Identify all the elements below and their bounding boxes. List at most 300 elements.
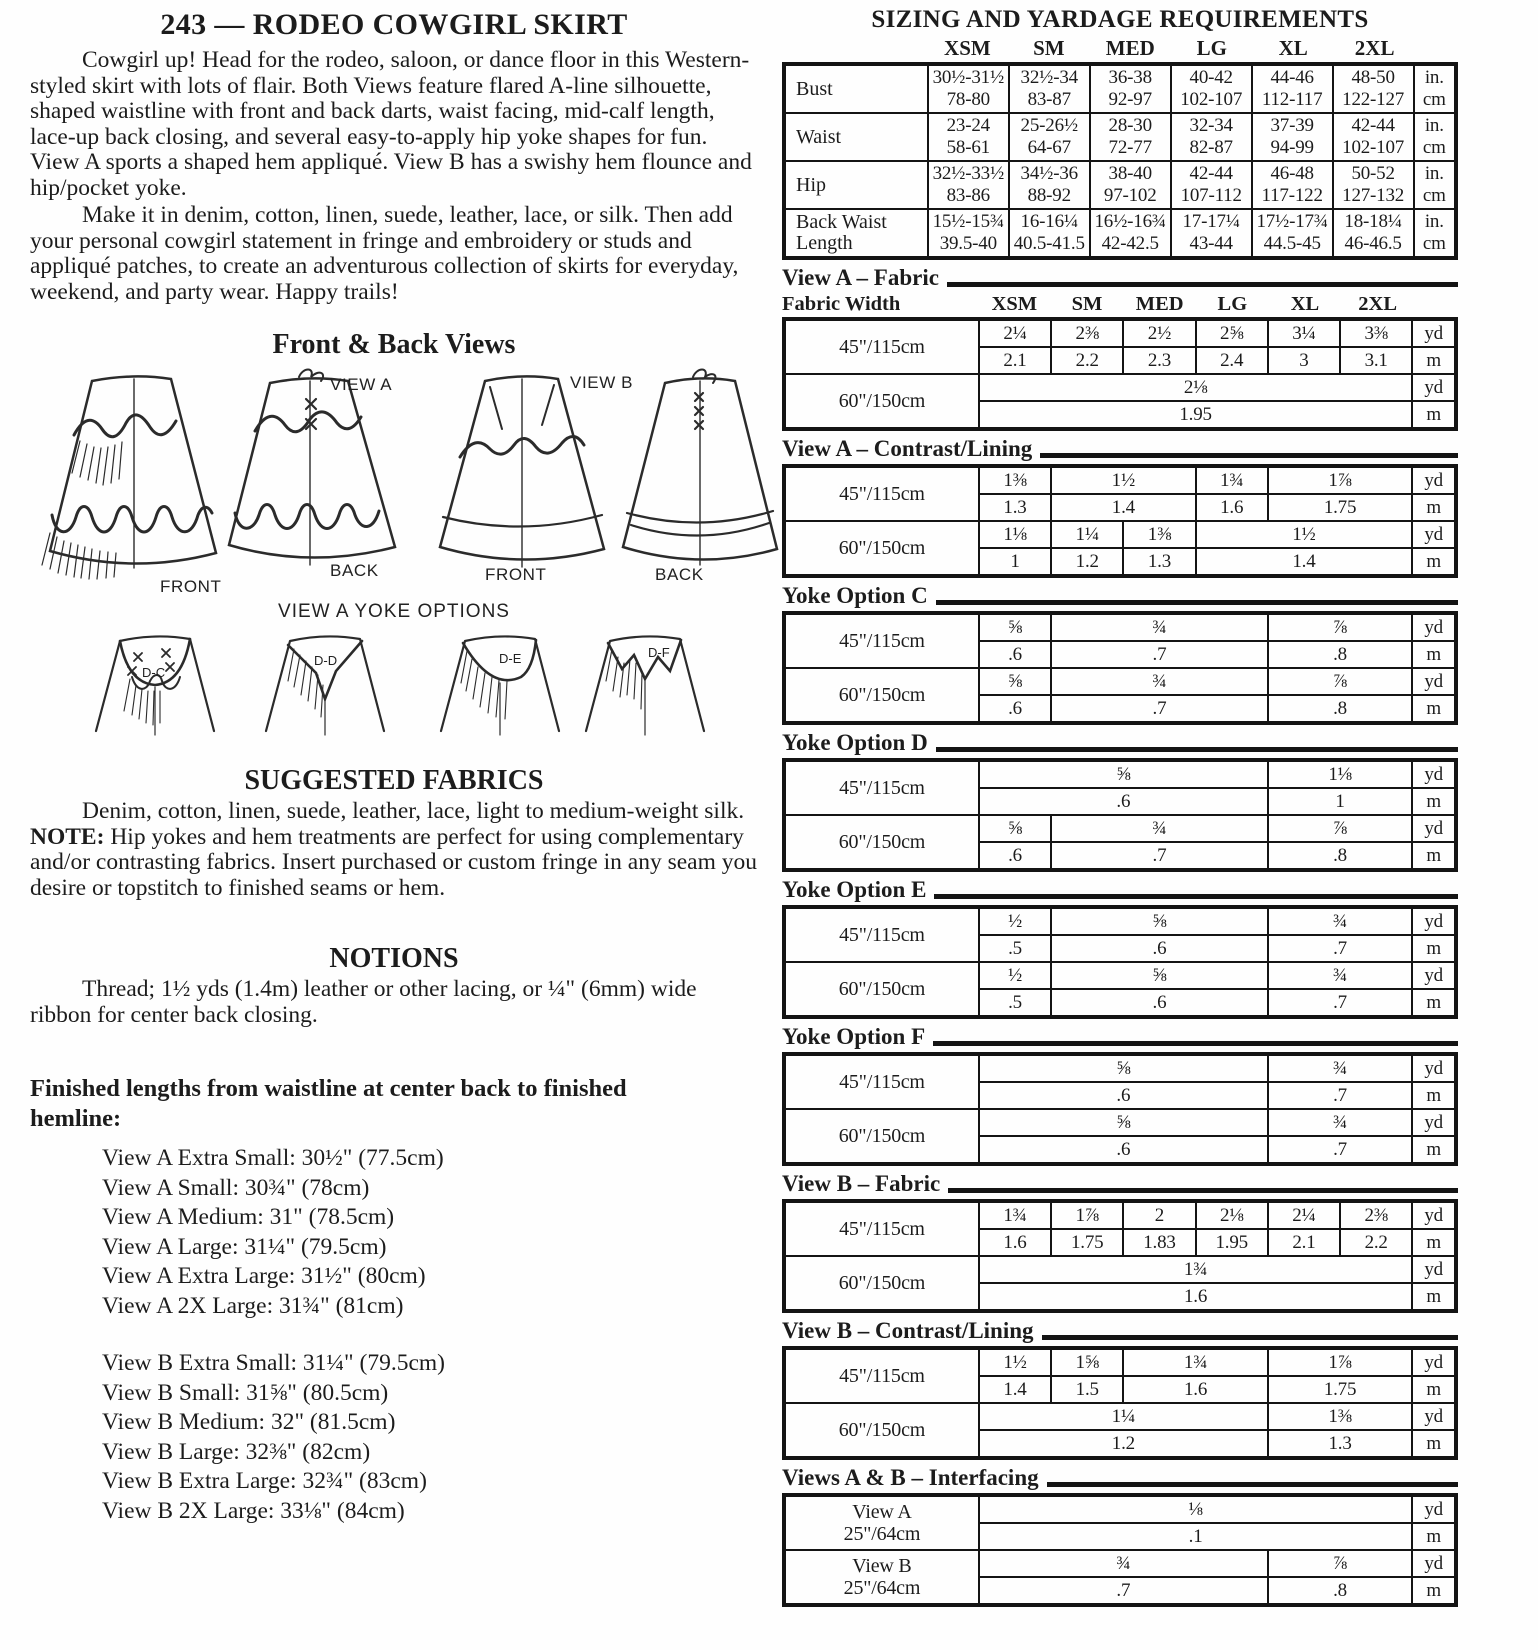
fabric-width-line: 45"/115cm xyxy=(839,336,925,358)
size-header-label: MED xyxy=(1105,36,1155,60)
cm-value: 46-46.5 xyxy=(1344,233,1402,254)
yardage-table-heading-text: Yoke Option E xyxy=(782,877,927,902)
note-label: NOTE: xyxy=(30,823,105,850)
inch-value: 44-46 xyxy=(1270,67,1314,88)
length-item: View A Extra Large: 31½" (80cm) xyxy=(102,1263,426,1289)
yardage-tables-container xyxy=(782,265,1458,1607)
size-header-label: SM xyxy=(1033,36,1065,60)
intro-paragraph-2: Make it in denim, cotton, linen, suede, leather, lace, or silk. Then add your personal cowgirl statement in fringe and embroidery or studs and appliqué patches, to create an adventurous collection of skirts for everyday, weekend, and party wear. Happy trails! xyxy=(30,202,739,305)
body-measurements-table xyxy=(782,62,1458,260)
yardage-value-cell: 2⅜ xyxy=(1051,319,1123,347)
yardage-value-cell: ⅝ xyxy=(1051,907,1268,935)
yardage-value-cell: .6 xyxy=(979,1136,1268,1164)
yardage-value-cell: 1⅞ xyxy=(1051,1201,1123,1229)
fabric-width-label: Fabric Width xyxy=(782,293,901,315)
yardage-table-block xyxy=(782,1465,1458,1607)
yardage-value-cell: .5 xyxy=(979,989,1051,1017)
yardage-table-block xyxy=(782,436,1458,578)
fabric-width-cell xyxy=(784,1495,979,1550)
measurement-cell xyxy=(1333,161,1414,209)
inch-value: 15½-15¾ xyxy=(932,211,1004,232)
sizing-row xyxy=(784,209,1456,258)
heading-rule-line xyxy=(936,600,1458,605)
unit-label: in. xyxy=(1424,163,1444,184)
fabric-width-line: 45"/115cm xyxy=(839,777,925,799)
fabric-width-cell xyxy=(784,466,979,521)
unit-label: cm xyxy=(1422,185,1446,206)
inch-value: 28-30 xyxy=(1108,115,1152,136)
yardage-value-cell: 1¼ xyxy=(1051,521,1123,548)
fabric-width-cell xyxy=(784,521,979,576)
yardage-value-cell: 2⅛ xyxy=(1196,1201,1268,1229)
inch-value: 25-26½ xyxy=(1020,115,1078,136)
yardage-row xyxy=(784,1256,1456,1283)
size-header-label: MED xyxy=(1135,293,1184,315)
fabric-width-cell xyxy=(784,907,979,962)
yardage-value-cell: 1⅜ xyxy=(1123,521,1195,548)
left-column xyxy=(30,0,758,1526)
measurement-label: Back Waist Length xyxy=(784,209,928,258)
yardage-table xyxy=(782,758,1458,872)
length-item: View B Extra Large: 32¾" (83cm) xyxy=(102,1468,427,1494)
measurement-cell xyxy=(1090,113,1171,161)
inch-value: 32½-34 xyxy=(1020,67,1078,88)
yardage-value-cell: 1.2 xyxy=(1051,548,1123,576)
view-b-front-skirt-illustration xyxy=(430,365,615,575)
yardage-table-heading xyxy=(782,583,1458,609)
yardage-value-cell: 1.4 xyxy=(1196,548,1413,576)
yardage-row xyxy=(784,1054,1456,1082)
yardage-value-cell: 1.3 xyxy=(979,494,1051,521)
unit-label: cm xyxy=(1422,233,1446,254)
front-back-views-illustrations xyxy=(30,365,758,597)
yardage-value-cell: ¾ xyxy=(1268,1054,1412,1082)
fabric-width-line: 60"/150cm xyxy=(838,978,926,1000)
fabric-width-cell xyxy=(784,1109,979,1164)
unit-cell: m xyxy=(1412,842,1456,870)
heading-rule-line xyxy=(933,1041,1458,1046)
unit-cell: m xyxy=(1412,641,1456,668)
yoke-option-dc-label: D-C xyxy=(142,665,166,680)
fabric-width-cell xyxy=(784,374,979,429)
inch-value: 42-44 xyxy=(1189,163,1233,184)
yardage-value-cell: 1.3 xyxy=(1123,548,1195,576)
cm-value: 40.5-41.5 xyxy=(1013,233,1085,254)
cm-value: 92-97 xyxy=(1108,89,1152,110)
yardage-value-cell: .6 xyxy=(979,695,1051,723)
size-header-label: XL xyxy=(1290,293,1320,315)
sizing-yardage-title: SIZING AND YARDAGE REQUIREMENTS xyxy=(871,6,1369,33)
yardage-row xyxy=(784,466,1456,494)
yardage-value-cell: 1⅝ xyxy=(1051,1348,1123,1376)
notions-paragraph: Thread; 1½ yds (1.4m) leather or other lacing, or ¼" (6mm) wide ribbon for center back closing. xyxy=(30,976,697,1028)
cm-value: 88-92 xyxy=(1027,185,1071,206)
measurement-cell xyxy=(1252,113,1333,161)
inch-value: 48-50 xyxy=(1351,67,1395,88)
measurement-cell xyxy=(1009,64,1090,113)
yardage-value-cell: ¾ xyxy=(1051,613,1268,641)
inch-value: 32-34 xyxy=(1189,115,1233,136)
cm-value: 83-87 xyxy=(1027,89,1071,110)
yardage-value-cell: .7 xyxy=(1268,935,1412,962)
yardage-row xyxy=(784,962,1456,989)
finished-lengths-view-a-list xyxy=(30,1144,758,1321)
size-header-label: XSM xyxy=(991,293,1038,315)
sizing-row xyxy=(784,113,1456,161)
yardage-value-cell: ⅝ xyxy=(979,1054,1268,1082)
cm-value: 72-77 xyxy=(1108,137,1152,158)
unit-label: in. xyxy=(1424,115,1444,136)
yardage-row xyxy=(784,613,1456,641)
unit-cell xyxy=(1414,209,1456,258)
fabric-width-line: 60"/150cm xyxy=(838,1125,926,1147)
yardage-value-cell: .8 xyxy=(1268,1577,1412,1605)
yardage-table-heading-text: Yoke Option F xyxy=(782,1024,926,1049)
unit-label: in. xyxy=(1424,211,1444,232)
heading-rule-line xyxy=(1047,1482,1458,1487)
unit-cell: yd xyxy=(1412,1256,1456,1283)
unit-cell: m xyxy=(1412,548,1456,576)
fabric-width-line: 45"/115cm xyxy=(839,1071,925,1093)
yardage-table-heading xyxy=(782,436,1458,462)
yardage-value-cell: .8 xyxy=(1268,695,1412,723)
yardage-value-cell: 1½ xyxy=(1051,466,1195,494)
yardage-table-heading-text: View A – Fabric xyxy=(782,265,939,290)
yardage-value-cell: 1.75 xyxy=(1268,1376,1412,1403)
inch-value: 17-17¼ xyxy=(1182,211,1240,232)
unit-cell: m xyxy=(1412,1577,1456,1605)
unit-cell xyxy=(1414,161,1456,209)
yardage-value-cell: ½ xyxy=(979,907,1051,935)
inch-value: 38-40 xyxy=(1108,163,1152,184)
inch-value: 42-44 xyxy=(1351,115,1395,136)
yardage-value-cell: .7 xyxy=(1051,842,1268,870)
length-item: View B Extra Small: 31¼" (79.5cm) xyxy=(102,1350,445,1376)
yardage-value-cell: ⅞ xyxy=(1268,815,1412,842)
fabric-width-cell xyxy=(784,1054,979,1109)
yardage-value-cell: 1⅜ xyxy=(1268,1403,1412,1430)
length-item: View A Extra Small: 30½" (77.5cm) xyxy=(102,1145,444,1171)
yardage-table-heading-text: Yoke Option C xyxy=(782,583,928,608)
sizing-row xyxy=(784,161,1456,209)
view-b-back-skirt-illustration xyxy=(615,365,785,575)
yardage-value-cell: 2.2 xyxy=(1051,347,1123,374)
measurement-cell xyxy=(1090,64,1171,113)
yardage-table-heading-text: Yoke Option D xyxy=(782,730,928,755)
yardage-row xyxy=(784,668,1456,695)
unit-cell: m xyxy=(1412,347,1456,374)
yoke-option-de-illustration xyxy=(435,625,565,737)
yardage-value-cell: .7 xyxy=(1268,989,1412,1017)
fabric-width-line: 25"/64cm xyxy=(843,1577,921,1599)
fabric-width-line: View B xyxy=(852,1555,912,1577)
yardage-row xyxy=(784,374,1456,401)
length-item: View A Large: 31¼" (79.5cm) xyxy=(102,1233,387,1260)
yardage-value-cell: ¾ xyxy=(1268,1109,1412,1136)
yardage-row xyxy=(784,1348,1456,1376)
fabric-width-cell xyxy=(784,1348,979,1403)
fabric-width-cell xyxy=(784,613,979,668)
yardage-table xyxy=(782,1493,1458,1607)
unit-cell xyxy=(1414,113,1456,161)
unit-cell: m xyxy=(1412,1136,1456,1164)
yardage-value-cell: .7 xyxy=(1268,1136,1412,1164)
yoke-options-heading: VIEW A YOKE OPTIONS xyxy=(278,601,510,622)
yardage-value-cell: .6 xyxy=(979,788,1268,815)
inch-value: 30½-31½ xyxy=(932,67,1004,88)
unit-cell: yd xyxy=(1412,374,1456,401)
fabric-width-line: 45"/115cm xyxy=(839,1218,925,1240)
length-item: View A Small: 30¾" (78cm) xyxy=(102,1174,370,1201)
yardage-value-cell: 1.95 xyxy=(1196,1229,1268,1256)
size-header-label: LG xyxy=(1217,293,1248,315)
view-a-back-label: BACK xyxy=(330,561,379,580)
yardage-value-cell: ½ xyxy=(979,962,1051,989)
fabric-width-line: 45"/115cm xyxy=(839,1365,925,1387)
yardage-value-cell: 1.6 xyxy=(1123,1376,1267,1403)
header-end-spacer xyxy=(1414,293,1458,316)
measurement-label: Bust xyxy=(784,64,928,113)
yardage-value-cell: .8 xyxy=(1268,842,1412,870)
yardage-table-heading xyxy=(782,1024,1458,1050)
size-header-label: LG xyxy=(1196,36,1227,60)
yardage-table-heading xyxy=(782,1465,1458,1491)
cm-value: 42-42.5 xyxy=(1101,233,1159,254)
finished-lengths-view-b-list xyxy=(30,1349,758,1526)
view-a-label: VIEW A xyxy=(330,375,393,394)
yardage-value-cell: 1⅞ xyxy=(1268,466,1412,494)
unit-cell: m xyxy=(1412,788,1456,815)
unit-cell xyxy=(1414,64,1456,113)
cm-value: 117-122 xyxy=(1261,185,1323,206)
measurement-cell xyxy=(1252,161,1333,209)
unit-label: in. xyxy=(1424,67,1444,88)
intro-paragraph-1: Cowgirl up! Head for the rodeo, saloon, or dance floor in this Western-styled skirt with lots of flair. Both Views feature flared A-line silhouette, shaped waistline with front and back darts, waist facing, mid-calf length, lace-up back closing, and several easy-to-apply hip yoke shapes for fun. View A sports a shaped hem appliqué. View B has a swishy hem flounce and hip/pocket yoke. xyxy=(30,47,752,201)
heading-rule-line xyxy=(1040,453,1458,458)
view-b-label: VIEW B xyxy=(570,373,634,392)
heading-rule-line xyxy=(936,747,1458,752)
cm-value: 58-61 xyxy=(946,137,990,158)
yardage-value-cell: 2.2 xyxy=(1340,1229,1412,1256)
yardage-value-cell: 2⅛ xyxy=(979,374,1412,401)
cm-value: 44.5-45 xyxy=(1263,233,1321,254)
yardage-table xyxy=(782,464,1458,578)
yardage-value-cell: 1.4 xyxy=(979,1376,1051,1403)
unit-cell: yd xyxy=(1412,613,1456,641)
yardage-value-cell: ⅝ xyxy=(1051,962,1268,989)
unit-cell: m xyxy=(1412,1229,1456,1256)
yardage-value-cell: .6 xyxy=(1051,935,1268,962)
yardage-value-cell: ¾ xyxy=(1268,907,1412,935)
yardage-value-cell: ⅞ xyxy=(1268,668,1412,695)
fabric-width-line: 60"/150cm xyxy=(838,831,926,853)
yardage-value-cell: 2.4 xyxy=(1196,347,1268,374)
yardage-table-heading xyxy=(782,730,1458,756)
inch-value: 16-16¼ xyxy=(1020,211,1078,232)
cm-value: 112-117 xyxy=(1261,89,1323,110)
yardage-value-cell: ⅞ xyxy=(1268,613,1412,641)
yardage-table-heading-text: Views A & B – Interfacing xyxy=(782,1465,1039,1490)
unit-cell: m xyxy=(1412,935,1456,962)
unit-cell: m xyxy=(1412,695,1456,723)
yardage-table xyxy=(782,611,1458,725)
yardage-table xyxy=(782,1052,1458,1166)
yardage-value-cell: 2 xyxy=(1123,1201,1195,1229)
yardage-table-heading xyxy=(782,877,1458,903)
measurement-cell xyxy=(1009,209,1090,258)
cm-value: 82-87 xyxy=(1189,137,1233,158)
measurement-cell xyxy=(1171,161,1252,209)
yardage-value-cell: 2.1 xyxy=(1268,1229,1340,1256)
yardage-row xyxy=(784,1495,1456,1523)
yardage-value-cell: 3 xyxy=(1268,347,1340,374)
unit-cell: yd xyxy=(1412,319,1456,347)
heading-rule-line xyxy=(1042,1335,1458,1340)
inch-value: 40-42 xyxy=(1189,67,1233,88)
yardage-value-cell: 1⅞ xyxy=(1268,1348,1412,1376)
cm-value: 78-80 xyxy=(946,89,990,110)
length-item: View A 2X Large: 31¾" (81cm) xyxy=(102,1292,404,1319)
yardage-value-cell: 3.1 xyxy=(1340,347,1412,374)
yardage-row xyxy=(784,1109,1456,1136)
inch-value: 16½-16¾ xyxy=(1094,211,1166,232)
cm-value: 102-107 xyxy=(1180,89,1243,110)
length-item: View B Medium: 32" (81.5cm) xyxy=(102,1409,396,1435)
yardage-value-cell: ¾ xyxy=(1268,962,1412,989)
inch-value: 36-38 xyxy=(1108,67,1152,88)
yardage-value-cell: ⅝ xyxy=(979,613,1051,641)
unit-cell: yd xyxy=(1412,1054,1456,1082)
unit-cell: m xyxy=(1412,494,1456,521)
yardage-table-heading-text: View B – Contrast/Lining xyxy=(782,1318,1034,1343)
size-header-spacer xyxy=(782,36,927,61)
yardage-value-cell: ⅞ xyxy=(1268,1550,1412,1577)
yardage-value-cell: ⅝ xyxy=(979,760,1268,788)
measurement-cell xyxy=(1171,113,1252,161)
yardage-table-heading-text: View A – Contrast/Lining xyxy=(782,436,1033,461)
fabric-width-cell xyxy=(784,815,979,870)
unit-label: cm xyxy=(1422,89,1446,110)
cm-value: 43-44 xyxy=(1189,233,1233,254)
yardage-row xyxy=(784,521,1456,548)
fabric-width-cell xyxy=(784,319,979,374)
cm-value: 102-107 xyxy=(1342,137,1405,158)
suggested-fabrics-heading: SUGGESTED FABRICS xyxy=(244,765,544,796)
unit-cell: m xyxy=(1412,1283,1456,1311)
measurement-cell xyxy=(1171,209,1252,258)
yardage-table-heading-text: View B – Fabric xyxy=(782,1171,941,1196)
measurement-cell xyxy=(1090,161,1171,209)
yoke-option-dd-label: D-D xyxy=(314,653,338,668)
yardage-table-heading xyxy=(782,1171,1458,1197)
yardage-row xyxy=(784,815,1456,842)
yardage-value-cell: .5 xyxy=(979,935,1051,962)
yardage-value-cell: 1½ xyxy=(979,1348,1051,1376)
yardage-table-block xyxy=(782,730,1458,872)
yardage-value-cell: .1 xyxy=(979,1523,1412,1550)
fabric-width-cell xyxy=(784,1256,979,1311)
unit-cell: m xyxy=(1412,989,1456,1017)
yardage-table xyxy=(782,905,1458,1019)
yardage-value-cell: 1.4 xyxy=(1051,494,1195,521)
yardage-value-cell: .7 xyxy=(1051,641,1268,668)
yardage-value-cell: ¾ xyxy=(979,1550,1268,1577)
yardage-value-cell: ¾ xyxy=(1051,668,1268,695)
yardage-value-cell: ¾ xyxy=(1051,815,1268,842)
cm-value: 122-127 xyxy=(1342,89,1405,110)
cm-value: 64-67 xyxy=(1027,137,1071,158)
unit-cell: yd xyxy=(1412,668,1456,695)
suggested-fabrics-paragraph xyxy=(30,799,758,901)
size-header-end-spacer xyxy=(1415,36,1458,61)
heading-rule-line xyxy=(934,894,1458,899)
fabric-width-line: 60"/150cm xyxy=(838,537,926,559)
fabric-width-line: 45"/115cm xyxy=(839,630,925,652)
yardage-value-cell: 1⅜ xyxy=(979,466,1051,494)
right-column xyxy=(782,0,1458,1607)
view-a-front-label: FRONT xyxy=(160,577,222,596)
heading-rule-line xyxy=(948,1188,1458,1193)
yardage-row xyxy=(784,1201,1456,1229)
fabric-width-line: 60"/150cm xyxy=(838,1272,926,1294)
yardage-value-cell: 1.5 xyxy=(1051,1376,1123,1403)
yardage-value-cell: ⅝ xyxy=(979,668,1051,695)
measurement-cell xyxy=(1171,64,1252,113)
cm-value: 39.5-40 xyxy=(939,233,997,254)
yoke-option-dc-illustration xyxy=(90,625,220,737)
measurement-cell xyxy=(1333,113,1414,161)
unit-cell: yd xyxy=(1412,962,1456,989)
yardage-value-cell: 2⅝ xyxy=(1196,319,1268,347)
yardage-value-cell: 1.2 xyxy=(979,1430,1268,1458)
sizing-row xyxy=(784,64,1456,113)
inch-value: 23-24 xyxy=(946,115,990,136)
yardage-row xyxy=(784,1403,1456,1430)
cm-value: 107-112 xyxy=(1180,185,1242,206)
fabric-width-line: 25"/64cm xyxy=(843,1523,921,1545)
measurement-cell xyxy=(928,113,1009,161)
yardage-value-cell: 1¾ xyxy=(979,1201,1051,1229)
yoke-option-df-label: D-F xyxy=(648,645,670,660)
notions-heading: NOTIONS xyxy=(329,943,459,974)
fabric-width-line: 60"/150cm xyxy=(838,684,926,706)
unit-label: cm xyxy=(1422,137,1446,158)
yardage-value-cell: ⅛ xyxy=(979,1495,1412,1523)
yardage-table-block xyxy=(782,583,1458,725)
yardage-table xyxy=(782,1199,1458,1313)
cm-value: 127-132 xyxy=(1342,185,1405,206)
measurement-cell xyxy=(1252,209,1333,258)
yardage-value-cell: 3⅜ xyxy=(1340,319,1412,347)
size-column-headers xyxy=(782,36,1458,61)
inch-value: 34½-36 xyxy=(1020,163,1078,184)
yardage-table-block xyxy=(782,1171,1458,1313)
yardage-value-cell: 1 xyxy=(979,548,1051,576)
measurement-cell xyxy=(1333,209,1414,258)
yardage-value-cell: .7 xyxy=(979,1577,1268,1605)
yardage-value-cell: 1.3 xyxy=(1268,1430,1412,1458)
yoke-option-dd-illustration xyxy=(260,625,390,737)
yoke-options-illustrations xyxy=(30,625,758,739)
yardage-value-cell: 1.75 xyxy=(1268,494,1412,521)
fabric-width-cell xyxy=(784,668,979,723)
fabric-width-line: View A xyxy=(852,1501,912,1523)
yardage-value-cell: 1¾ xyxy=(1123,1348,1267,1376)
yardage-value-cell: 1.83 xyxy=(1123,1229,1195,1256)
yardage-value-cell: 1¼ xyxy=(979,1403,1268,1430)
size-header-label: XL xyxy=(1278,36,1308,60)
fabric-width-line: 45"/115cm xyxy=(839,483,925,505)
